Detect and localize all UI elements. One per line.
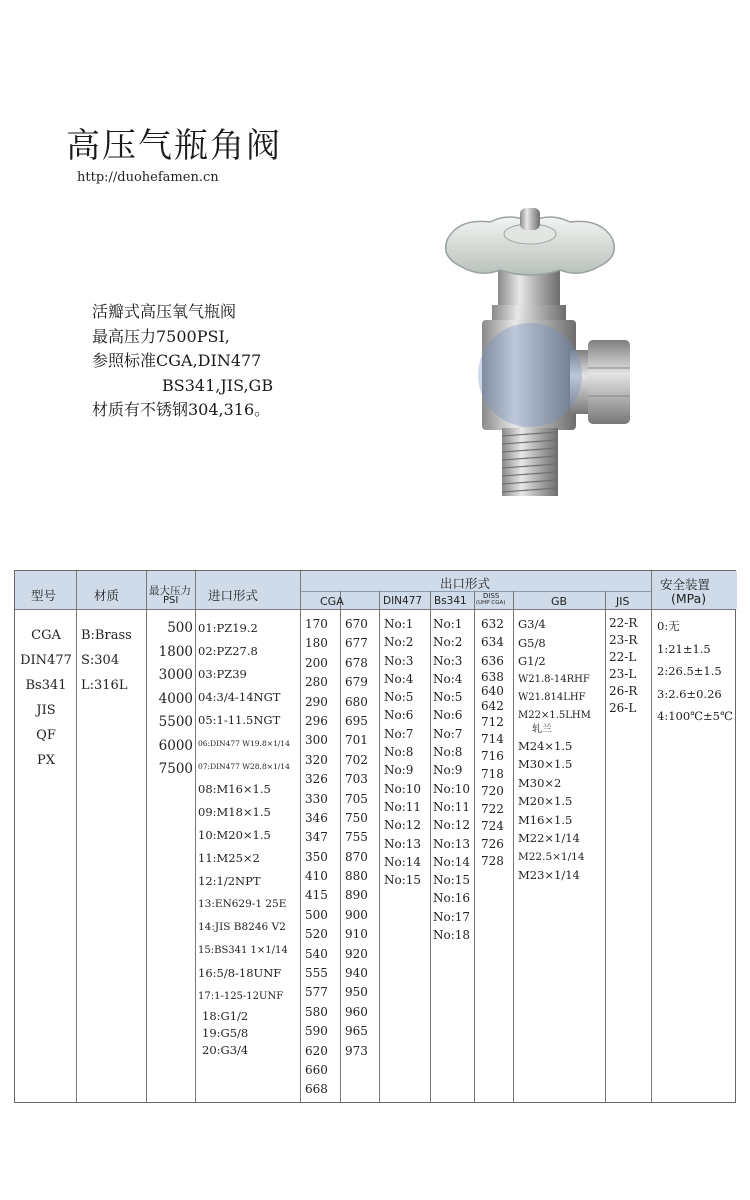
cga-item: 679 bbox=[345, 675, 368, 690]
safety-item: 4:100℃±5℃ bbox=[657, 709, 733, 723]
header-max-pressure: 最大压力 bbox=[149, 585, 191, 597]
bs341-column bbox=[433, 615, 470, 944]
cga-item: 170 bbox=[305, 617, 328, 631]
inlet-item: 07:DIN477 W28.8×1/14 bbox=[198, 762, 290, 771]
cga-item: 346 bbox=[305, 810, 328, 825]
material-column bbox=[81, 623, 132, 698]
diss-item: 712 bbox=[481, 714, 504, 729]
inlet-item: 12:1/2NPT bbox=[198, 874, 261, 888]
inlet-item: 19:G5/8 bbox=[202, 1026, 249, 1040]
cga-item: 900 bbox=[345, 907, 368, 922]
cga-item: 870 bbox=[345, 849, 368, 864]
description-line: 参照标准CGA,DIN477 bbox=[92, 351, 262, 370]
gb-item: M22×1/14 bbox=[518, 831, 580, 845]
cga-item: 300 bbox=[305, 733, 328, 748]
description-line: 材质有不锈钢304,316。 bbox=[92, 400, 271, 419]
model-item: DIN477 bbox=[20, 653, 72, 668]
specification-table bbox=[14, 570, 736, 1103]
bs341-item: No:5 bbox=[433, 690, 463, 705]
cga-item: 695 bbox=[345, 713, 368, 728]
header-safety-unit: (MPa) bbox=[671, 591, 707, 606]
pressure-item: 500 bbox=[167, 620, 193, 636]
bs341-item: No:8 bbox=[433, 745, 463, 760]
header-outlet: 出口形式 bbox=[440, 576, 491, 591]
cga-item: 965 bbox=[345, 1024, 368, 1039]
cga-item: 326 bbox=[305, 772, 328, 787]
safety-item: 2:26.5±1.5 bbox=[657, 664, 722, 678]
header-safety: 安全装置 bbox=[660, 577, 711, 592]
cga-item: 415 bbox=[305, 888, 328, 903]
header-material: 材质 bbox=[94, 588, 120, 603]
description-line: 最高压力7500PSI, bbox=[92, 326, 230, 346]
inlet-item: 11:M25×2 bbox=[198, 851, 260, 865]
diss-item: 640 bbox=[481, 683, 504, 698]
model-item: PX bbox=[36, 753, 55, 768]
cga-item: 577 bbox=[305, 985, 328, 1000]
gb-item: M20×1.5 bbox=[518, 794, 573, 808]
pressure-item: 1800 bbox=[158, 643, 193, 660]
header-max-pressure-unit: PSI bbox=[163, 595, 179, 606]
diss-item: 714 bbox=[481, 731, 504, 746]
cga-item: 670 bbox=[345, 617, 368, 631]
bs341-item: No:9 bbox=[433, 763, 463, 778]
model-column bbox=[19, 623, 73, 773]
diss-item: 642 bbox=[481, 698, 504, 713]
cga-item: 680 bbox=[345, 694, 368, 709]
diss-item: 718 bbox=[481, 766, 504, 781]
diss-item: 720 bbox=[481, 784, 504, 799]
pressure-item: 3000 bbox=[158, 667, 193, 683]
model-item: Bs341 bbox=[25, 678, 67, 693]
bs341-item: No:11 bbox=[433, 799, 471, 814]
inlet-item: 15:BS341 1×1/14 bbox=[198, 945, 288, 956]
cga-column-1 bbox=[305, 615, 328, 1100]
cga-column-2 bbox=[345, 615, 368, 1061]
safety-item: 1:21±1.5 bbox=[657, 641, 711, 656]
bs341-item: No:7 bbox=[433, 726, 463, 741]
inlet-item: 03:PZ39 bbox=[198, 667, 247, 681]
cga-item: 280 bbox=[305, 675, 328, 690]
model-item: CGA bbox=[31, 628, 61, 643]
inlet-item: 20:G3/4 bbox=[202, 1043, 249, 1057]
inlet-item: 06:DIN477 W19.8×1/14 bbox=[198, 739, 290, 748]
din477-column bbox=[384, 615, 421, 889]
cga-item: 940 bbox=[345, 966, 368, 981]
cga-item: 347 bbox=[305, 830, 328, 845]
gb-item: M22.5×1/14 bbox=[518, 850, 585, 863]
din477-item: No:12 bbox=[384, 818, 422, 833]
model-item: JIS bbox=[36, 703, 56, 718]
inlet-item: 17:1-125-12UNF bbox=[198, 991, 284, 1002]
cga-item: 200 bbox=[305, 655, 328, 670]
cga-item: 705 bbox=[345, 791, 368, 806]
cga-item: 702 bbox=[345, 752, 368, 767]
pressure-column bbox=[149, 617, 193, 782]
bs341-item: No:17 bbox=[433, 909, 471, 924]
bs341-item: No:15 bbox=[433, 873, 471, 888]
website-url[interactable]: http://duohefamen.cn bbox=[77, 170, 219, 185]
cga-item: 620 bbox=[305, 1043, 328, 1058]
header-bs341: Bs341 bbox=[434, 595, 467, 607]
header-din477: DIN477 bbox=[383, 595, 423, 607]
din477-item: No:6 bbox=[384, 708, 414, 723]
gb-item: M16×1.5 bbox=[518, 812, 573, 827]
din477-item: No:14 bbox=[384, 854, 422, 869]
cga-item: 910 bbox=[345, 927, 368, 942]
pressure-item: 4000 bbox=[158, 690, 193, 707]
gb-item: G1/2 bbox=[518, 654, 546, 668]
din477-item: No:7 bbox=[384, 726, 414, 741]
din477-item: No:2 bbox=[384, 635, 414, 650]
din477-item: No:1 bbox=[384, 617, 414, 631]
inlet-item: 09:M18×1.5 bbox=[198, 805, 271, 819]
diss-item: 722 bbox=[481, 801, 504, 816]
jis-item: 23-R bbox=[609, 633, 638, 647]
cga-item: 880 bbox=[345, 869, 368, 884]
cga-item: 590 bbox=[305, 1024, 328, 1039]
diss-item: 634 bbox=[481, 635, 504, 650]
product-description bbox=[92, 300, 273, 423]
diss-item: 632 bbox=[481, 617, 504, 631]
cga-item: 330 bbox=[305, 791, 328, 806]
cga-item: 350 bbox=[305, 849, 328, 864]
gb-item: M22×1.5LHM bbox=[518, 709, 591, 721]
gb-item: M23×1/14 bbox=[518, 868, 580, 882]
pressure-item: 6000 bbox=[158, 737, 193, 754]
cga-item: 520 bbox=[305, 927, 328, 942]
bs341-item: No:12 bbox=[433, 818, 471, 833]
cga-item: 701 bbox=[345, 733, 368, 748]
inlet-item: 13:EN629-1 25E bbox=[198, 898, 287, 910]
din477-item: No:8 bbox=[384, 745, 414, 760]
jis-column bbox=[609, 615, 637, 717]
inlet-item: 10:M20×1.5 bbox=[198, 828, 271, 842]
description-line: BS341,JIS,GB bbox=[162, 375, 274, 395]
bs341-item: No:4 bbox=[433, 671, 463, 686]
cga-item: 410 bbox=[305, 869, 328, 884]
header-cga: CGA bbox=[320, 595, 344, 608]
inlet-item: 18:G1/2 bbox=[202, 1009, 249, 1023]
page-title: 高压气瓶角阀 bbox=[66, 126, 282, 166]
din477-item: No:3 bbox=[384, 653, 414, 668]
cga-item: 755 bbox=[345, 830, 368, 845]
header-diss-sub: (UHP CGA) bbox=[476, 600, 506, 606]
cga-item: 677 bbox=[345, 636, 368, 651]
diss-item: 636 bbox=[481, 653, 504, 668]
cga-item: 555 bbox=[305, 966, 328, 981]
bs341-item: No:3 bbox=[433, 653, 463, 668]
cga-item: 296 bbox=[305, 713, 328, 728]
model-item: QF bbox=[36, 728, 56, 743]
din477-item: No:15 bbox=[384, 873, 422, 888]
bs341-item: No:2 bbox=[433, 635, 463, 650]
gb-item: M30×2 bbox=[518, 775, 562, 790]
material-item: S:304 bbox=[81, 653, 120, 668]
gb-item: G5/8 bbox=[518, 635, 546, 650]
inlet-item: 01:PZ19.2 bbox=[198, 621, 258, 635]
cga-item: 660 bbox=[305, 1062, 328, 1077]
din477-item: No:13 bbox=[384, 836, 422, 851]
cga-item: 703 bbox=[345, 772, 368, 787]
diss-item: 728 bbox=[481, 854, 504, 869]
diss-item: 724 bbox=[481, 819, 504, 834]
gb-item: G3/4 bbox=[518, 617, 546, 631]
din477-item: No:11 bbox=[384, 799, 422, 814]
cga-item: 668 bbox=[305, 1082, 328, 1097]
cga-item: 500 bbox=[305, 907, 328, 922]
bs341-item: No:6 bbox=[433, 708, 463, 723]
material-item: B:Brass bbox=[81, 628, 132, 643]
jis-item: 26-L bbox=[609, 701, 637, 715]
cga-item: 320 bbox=[305, 752, 328, 767]
diss-column bbox=[481, 615, 504, 871]
valve-product-photo bbox=[420, 200, 650, 510]
cga-item: 973 bbox=[345, 1043, 368, 1058]
safety-item: 3:2.6±0.26 bbox=[657, 686, 722, 701]
header-gb: GB bbox=[551, 595, 568, 608]
cga-item: 960 bbox=[345, 1004, 368, 1019]
din477-item: No:9 bbox=[384, 763, 414, 778]
cga-item: 678 bbox=[345, 655, 368, 670]
cga-item: 580 bbox=[305, 1004, 328, 1019]
din477-item: No:10 bbox=[384, 781, 422, 796]
bs341-item: No:18 bbox=[433, 928, 471, 943]
cga-item: 540 bbox=[305, 946, 328, 961]
diss-item: 726 bbox=[481, 836, 504, 851]
gb-item: W21.814LHF bbox=[518, 692, 586, 703]
bs341-item: No:1 bbox=[433, 617, 463, 631]
safety-item: 0:无 bbox=[657, 619, 680, 633]
gb-column bbox=[518, 615, 591, 885]
bs341-item: No:14 bbox=[433, 854, 471, 869]
bs341-item: No:16 bbox=[433, 891, 471, 906]
jis-item: 23-L bbox=[609, 667, 637, 681]
gb-item: 轧兰 bbox=[532, 723, 552, 735]
din477-item: No:4 bbox=[384, 671, 414, 686]
material-item: L:316L bbox=[81, 678, 128, 693]
jis-item: 26-R bbox=[609, 684, 638, 698]
bs341-item: No:13 bbox=[433, 836, 471, 851]
jis-item: 22-R bbox=[609, 616, 638, 630]
inlet-item: 05:1-11.5NGT bbox=[198, 713, 281, 727]
diss-item: 716 bbox=[481, 749, 504, 764]
gb-item: W21.8-14RHF bbox=[518, 673, 590, 685]
cga-item: 890 bbox=[345, 888, 368, 903]
inlet-item: 08:M16×1.5 bbox=[198, 782, 271, 796]
gb-item: M30×1.5 bbox=[518, 757, 573, 771]
cga-item: 750 bbox=[345, 810, 368, 825]
pressure-item: 5500 bbox=[158, 714, 193, 730]
gb-item: M24×1.5 bbox=[518, 738, 573, 753]
inlet-item: 14:JIS B8246 V2 bbox=[198, 921, 286, 933]
cga-item: 290 bbox=[305, 694, 328, 709]
din477-item: No:5 bbox=[384, 690, 414, 705]
safety-column bbox=[657, 615, 733, 728]
pressure-item: 7500 bbox=[158, 761, 193, 777]
diss-item: 638 bbox=[481, 669, 504, 684]
inlet-item: 04:3/4-14NGT bbox=[198, 690, 281, 704]
cga-item: 920 bbox=[345, 946, 368, 961]
bs341-item: No:10 bbox=[433, 781, 471, 796]
description-line: 活瓣式高压氧气瓶阀 bbox=[92, 302, 237, 321]
inlet-column bbox=[198, 617, 299, 1059]
header-diss: DISS bbox=[483, 592, 500, 600]
cga-item: 180 bbox=[305, 636, 328, 651]
cga-item: 950 bbox=[345, 985, 368, 1000]
jis-item: 22-L bbox=[609, 650, 637, 664]
header-inlet: 进口形式 bbox=[208, 588, 259, 603]
inlet-item: 16:5/8-18UNF bbox=[198, 966, 282, 980]
header-model: 型号 bbox=[31, 588, 57, 603]
inlet-item: 02:PZ27.8 bbox=[198, 644, 258, 658]
header-jis: JIS bbox=[616, 595, 630, 608]
